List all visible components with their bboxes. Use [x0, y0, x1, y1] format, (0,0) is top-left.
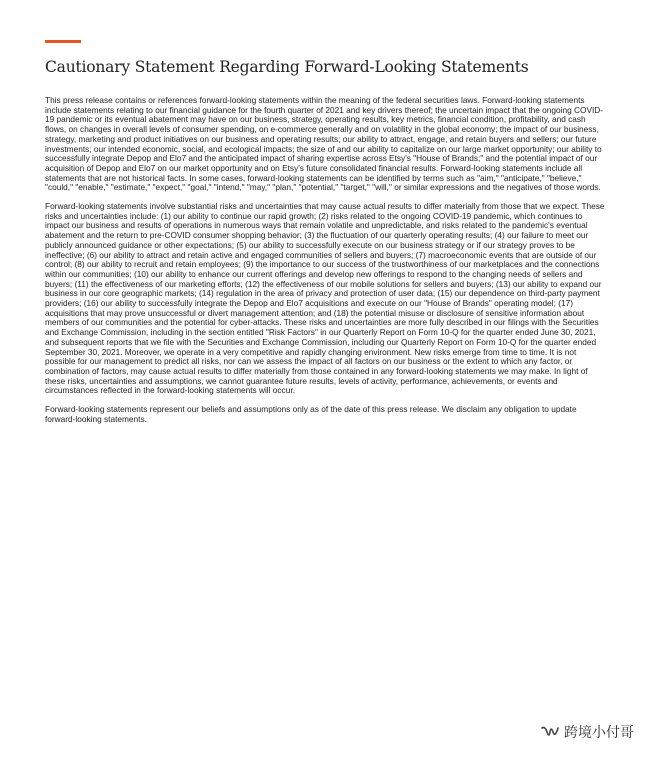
paragraph-risks-and-uncertainties: Forward-looking statements involve substantial risks and uncertainties that may cause actual results to differ materially from those that we expect. These risks and uncertainties include: (1) our ability to continue our rapid growth; (2) risks related to the ongoing COVID-19 pandemic, which continues to impact our business and results of operations in numerous ways that remain volatile and unpredictable, and risks related to the pandemic's eventual abatement and the return to pre-COVID consumer shopping behavior; (3) the fluctuation of our quarterly operating results; (4) our failure to meet our publicly announced guidance or other expectations; (5) our ability to successfully execute on our business strategy or if our strategy proves to be ineffective; (6) our ability to attract and retain active and engaged communities of sellers and buyers; (7) macroeconomic events that are outside of our control; (8) our ability to recruit and retain employees; (9) the importance to our success of the trustworthiness of our marketplaces and the connections within our communities; (10) our ability to enhance our current offerings and develop new offerings to respond to the changing needs of sellers and buyers; (11) the effectiveness of our marketing efforts; (12) the effectiveness of our mobile solutions for sellers and buyers; (13) our ability to expand our business in our core geographic markets; (14) regulation in the area of privacy and protection of user data; (15) our dependence on third-party payment providers; (16) our ability to successfully integrate the Depop and Elo7 acquisitions and execute on our "House of Brands" operating model; (17) acquisitions that may prove unsuccessful or divert management attention; and (18) the potential misuse or disclosure of sensitive information about members of our communities and the potential for cyber-attacks. These risks and uncertainties are more fully described in our filings with the Securities and Exchange Commission, including in the section entitled "Risk Factors" in our Quarterly Report on Form 10-Q for the quarter ended June 30, 2021, and subsequent reports that we file with the Securities and Exchange Commission, including our Quarterly Report on Form 10-Q for the quarter ended September 30, 2021. Moreover, we operate in a very competitive and rapidly changing environment. New risks emerge from time to time. It is not possible for our management to predict all risks, nor can we assess the impact of all factors on our business or the extent to which any factor, or combination of factors, may cause actual results to differ materially from those contained in any forward-looking statements we may make. In light of these risks, uncertainties and assumptions, we cannot guarantee future results, levels of activity, performance, achievements, or events and circumstances reflected in the forward-looking statements will occur. — [45, 201, 605, 396]
watermark-text: 跨境小付哥 — [564, 725, 634, 741]
paragraph-disclaimer: Forward-looking statements represent our beliefs and assumptions only as of the date of this press release. We disclaim any obligation to update forward-looking statements. — [45, 404, 577, 424]
document-title: Cautionary Statement Regarding Forward-Looking Statements — [45, 58, 529, 76]
paragraph-forward-looking-definition: This press release contains or references forward-looking statements within the meaning of the federal securities laws. Forward-looking statements include statements relating to our financial guidance for the fourth quarter of 2021 and key drivers thereof; the uncertain impact that the ongoing COVID-19 pandemic or its eventual abatement may have on our business, strategy, operating results, key metrics, financial condition, profitability, and cash flows, on changes in overall levels of consumer spending, on e-commerce generally and on volatility in the global economy; the impact of our business, strategy, marketing and product initiatives on our business and operating results; our ability to attract, engage, and retain buyers and sellers; our future investments; our intended economic, social, and ecological impacts; the size of and our ability to capitalize on our large market opportunity; our ability to successfully integrate Depop and Elo7 and the anticipated impact of sharing expertise across Etsy's "House of Brands;" and the potential impact of our acquisition of Depop and Elo7 on our market opportunity and on Etsy's future consolidated financial results. Forward-looking statements include all statements that are not historical facts. In some cases, forward-looking statements can be identified by terms such as "aim," "anticipate," "believe," "could," "enable," "estimate," "expect," "goal," "intend," "may," "plan," "potential," "target," "will," or similar expressions and the negatives of those words. — [45, 95, 604, 193]
watermark — [540, 722, 634, 742]
statement-body — [45, 96, 605, 434]
title-accent-bar — [45, 40, 81, 43]
wechat-channel-icon — [540, 724, 560, 740]
